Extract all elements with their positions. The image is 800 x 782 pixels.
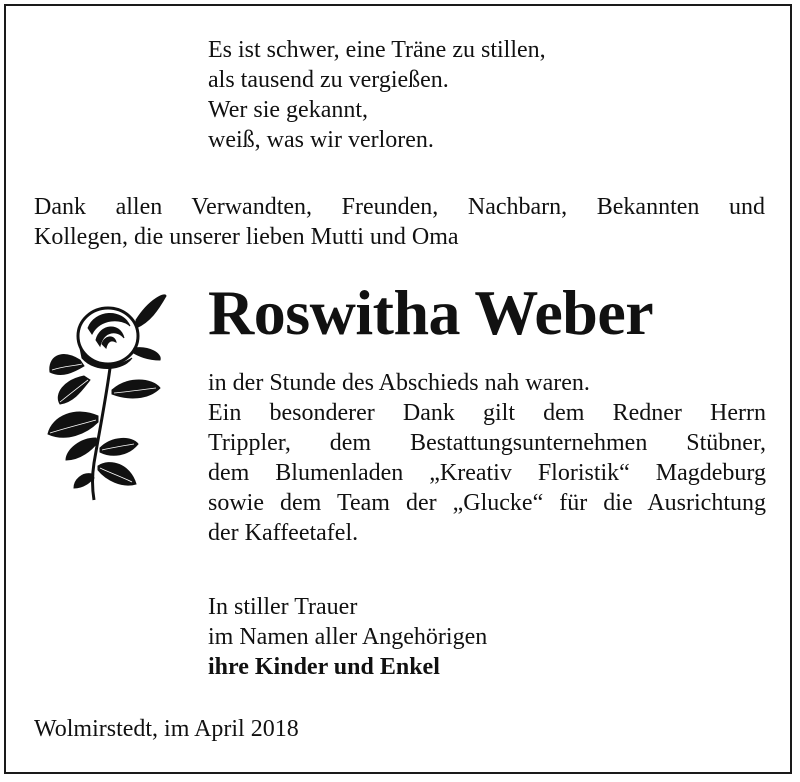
body-line: in der Stunde des Abschieds nah waren. xyxy=(208,370,590,396)
body-line: der Kaffeetafel. xyxy=(208,520,359,546)
signature-line: ihre Kinder und Enkel xyxy=(208,654,440,680)
closing-line: im Namen aller Angehörigen xyxy=(208,624,488,650)
thanks-body xyxy=(208,368,766,548)
body-line: dem Blumenladen „Kreativ Floristik“ Magdeburg xyxy=(208,460,766,486)
poem-line: als tausend zu vergießen. xyxy=(208,67,449,93)
closing-line: In stiller Trauer xyxy=(208,594,358,620)
thanks-intro xyxy=(34,192,765,252)
thanks-line: Dank allen Verwandten, Freunden, Nachbarn, Bekannten und xyxy=(34,194,765,220)
body-line: Trippler, dem Bestattungsunternehmen Stübner, xyxy=(208,430,766,456)
memorial-poem xyxy=(208,35,546,155)
body-line: Ein besonderer Dank gilt dem Redner Herrn xyxy=(208,400,766,426)
place-date: Wolmirstedt, im April 2018 xyxy=(34,716,299,742)
thanks-line: Kollegen, die unserer lieben Mutti und Oma xyxy=(34,224,459,250)
closing-signature xyxy=(208,592,487,682)
poem-line: Es ist schwer, eine Träne zu stillen, xyxy=(208,37,546,63)
rose-icon xyxy=(40,288,170,503)
poem-line: weiß, was wir verloren. xyxy=(208,127,434,153)
body-line: sowie dem Team der „Glucke“ für die Ausrichtung xyxy=(208,490,766,516)
deceased-name: Roswitha Weber xyxy=(208,277,654,348)
poem-line: Wer sie gekannt, xyxy=(208,97,369,123)
